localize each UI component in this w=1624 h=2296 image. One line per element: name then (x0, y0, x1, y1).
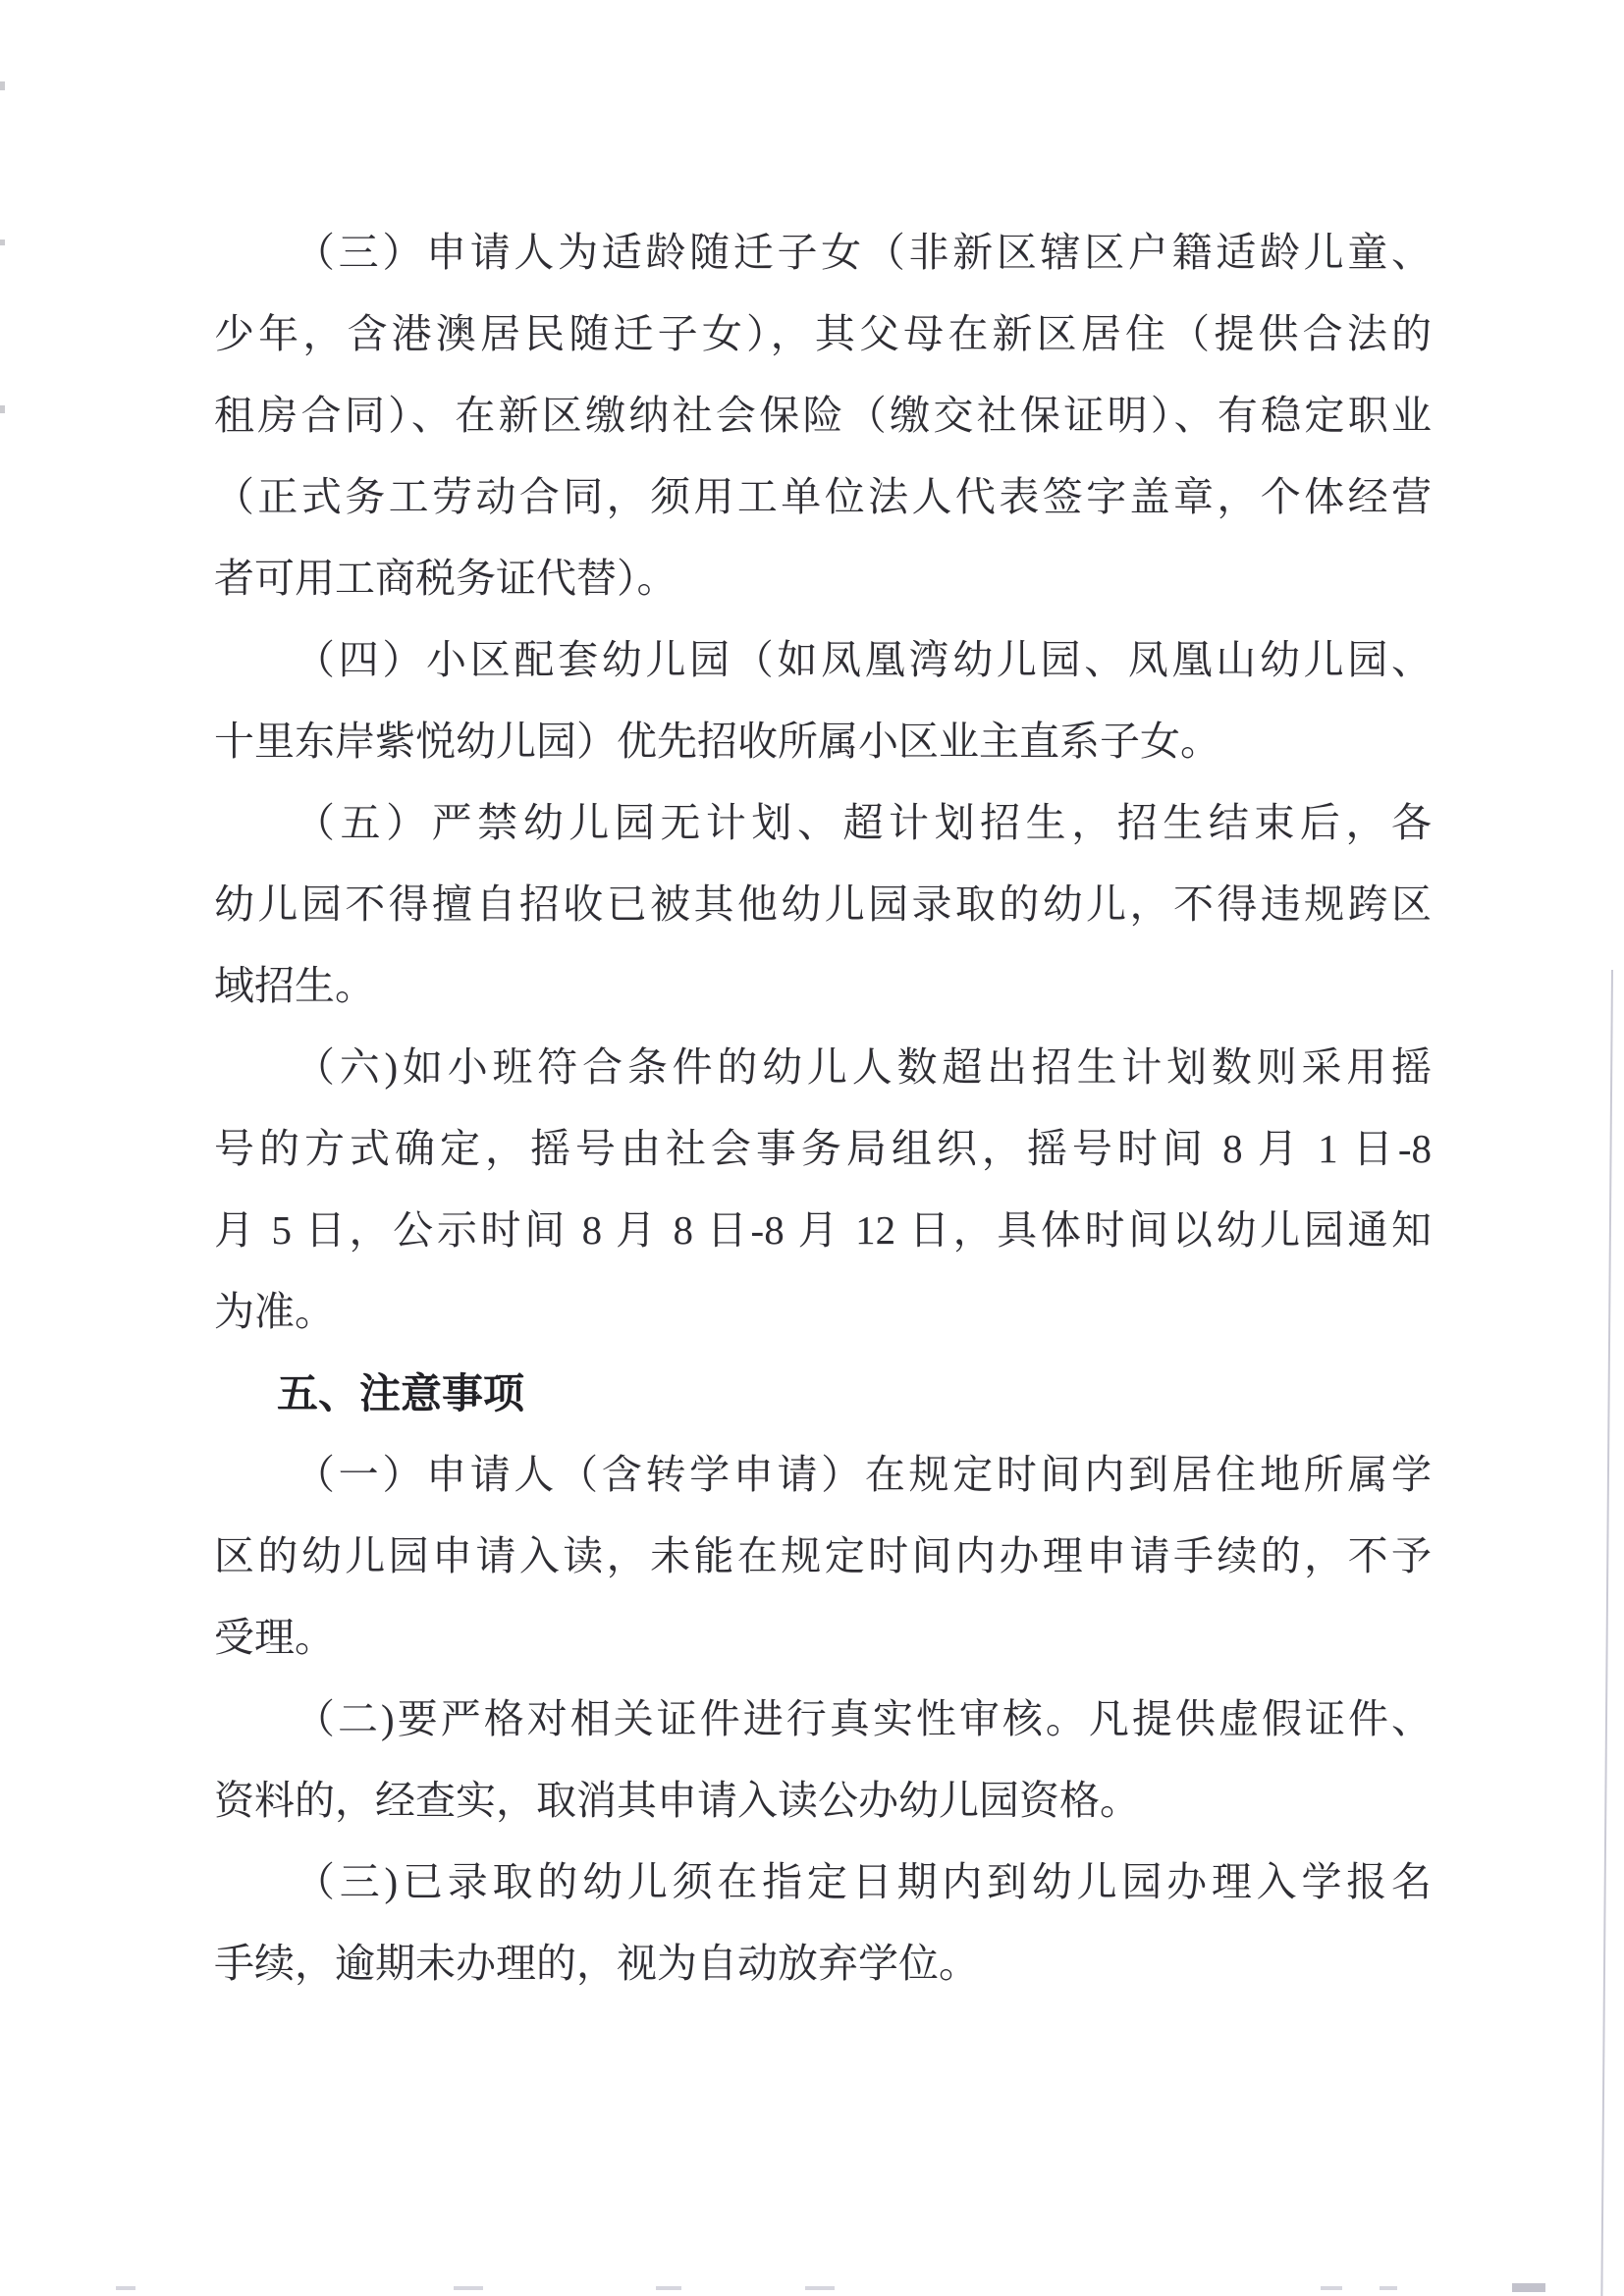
paragraph-line: 域招生。 (214, 963, 375, 1008)
paragraph-line: 租房合同）、在新区缴纳社会保险（缴交社保证明）、有稳定职业 (214, 393, 1432, 438)
paragraph-line: 号的方式确定，摇号由社会事务局组织，摇号时间 8 月 1 日-8 (214, 1126, 1432, 1171)
section-heading: 五、注意事项 (277, 1370, 525, 1416)
scan-artifact-left-speck (0, 81, 5, 90)
paragraph-line: （五）严禁幼儿园无计划、超计划招生，招生结束后，各 (295, 800, 1432, 845)
paragraph-line: 月 5 日，公示时间 8 月 8 日-8 月 12 日，具体时间以幼儿园通知 (214, 1207, 1432, 1253)
scan-artifact-right-edge-line (1600, 970, 1613, 2296)
paragraph-line: 受理。 (214, 1615, 335, 1660)
scan-artifact-bottom-dash (116, 2286, 135, 2290)
scan-artifact-bottom-dash (805, 2286, 835, 2290)
paragraph-line: （三)已录取的幼儿须在指定日期内到幼儿园办理入学报名 (295, 1859, 1432, 1904)
paragraph-line: （二)要严格对相关证件进行真实性审核。凡提供虚假证件、 (295, 1696, 1432, 1741)
paragraph-line: 为准。 (214, 1289, 335, 1334)
paragraph-line: （正式务工劳动合同，须用工单位法人代表签字盖章，个体经营 (214, 474, 1432, 519)
paragraph-line: 资料的，经查实，取消其申请入读公办幼儿园资格。 (214, 1778, 1140, 1823)
scan-artifact-left-speck (0, 405, 5, 413)
scan-artifact-bottom-dash (1380, 2286, 1397, 2290)
paragraph-line: 区的幼儿园申请入读，未能在规定时间内办理申请手续的，不予 (214, 1533, 1432, 1578)
scan-artifact-bottom-dash (1321, 2286, 1342, 2290)
scan-artifact-bottom-dash (656, 2286, 681, 2290)
paragraph-line: 幼儿园不得擅自招收已被其他幼儿园录取的幼儿，不得违规跨区 (214, 881, 1432, 927)
paragraph-line: 手续，逾期未办理的，视为自动放弃学位。 (214, 1941, 979, 1986)
paragraph-line: 者可用工商税务证代替）。 (214, 556, 677, 601)
paragraph-line: （一）申请人（含转学申请）在规定时间内到居住地所属学 (295, 1452, 1432, 1497)
scan-artifact-left-speck (0, 240, 5, 245)
scan-artifact-bottom-dash (1512, 2283, 1545, 2292)
paragraph-line: （三）申请人为适龄随迁子女（非新区辖区户籍适龄儿童、 (295, 230, 1432, 275)
document-body (214, 212, 1432, 2004)
paragraph-line: （六)如小班符合条件的幼儿人数超出招生计划数则采用摇 (295, 1044, 1432, 1090)
paragraph-line: 十里东岸紫悦幼儿园）优先招收所属小区业主直系子女。 (214, 719, 1220, 764)
paragraph-line: （四）小区配套幼儿园（如凤凰湾幼儿园、凤凰山幼儿园、 (295, 637, 1432, 682)
scan-artifact-bottom-dash (454, 2286, 483, 2290)
paragraph-line: 少年，含港澳居民随迁子女），其父母在新区居住（提供合法的 (214, 311, 1432, 356)
